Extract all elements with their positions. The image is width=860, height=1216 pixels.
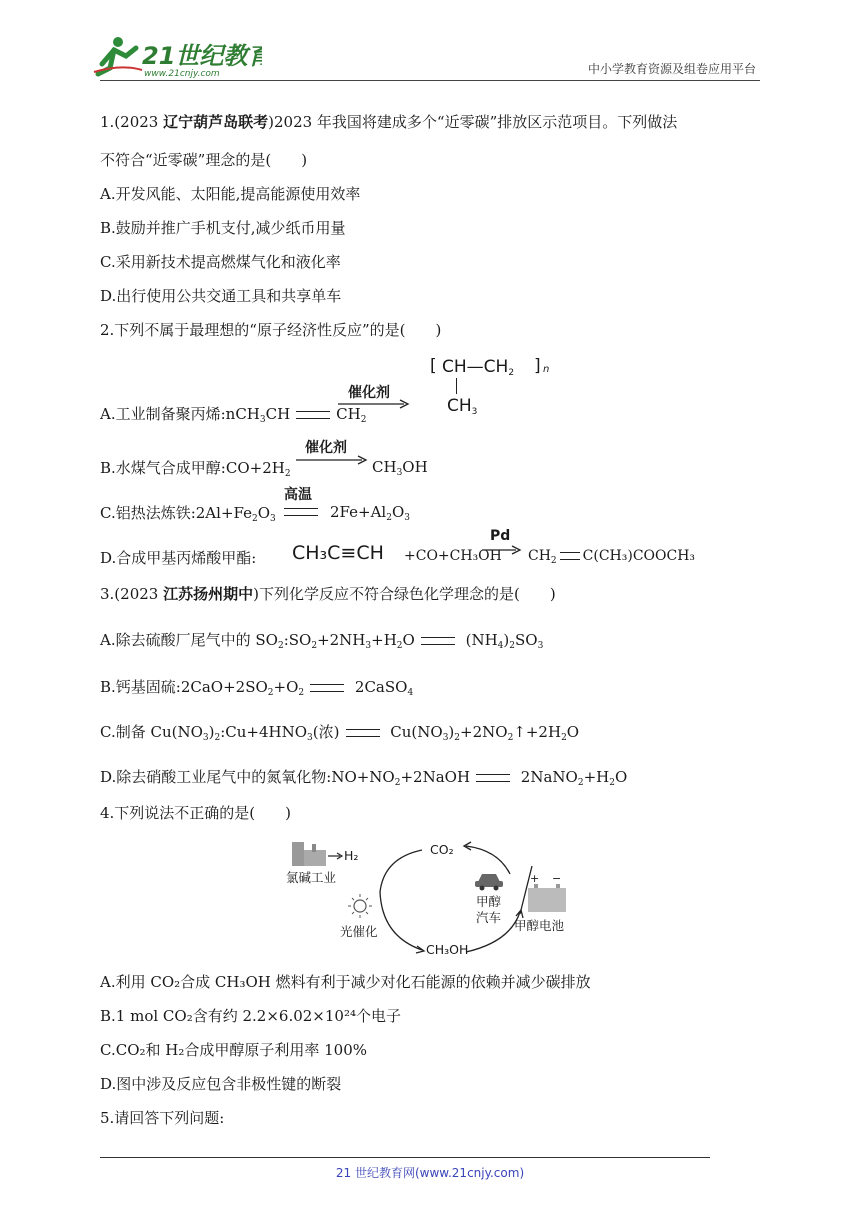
q2d-product: $CH_2$ C(CH₃)COOCH₃ — [528, 548, 696, 566]
site-logo — [92, 34, 262, 80]
q3-option-b: B.钙基固硫$:2CaO+2SO_2+O_2$ 2CaSO$_4$ — [100, 678, 414, 698]
factory-icon — [292, 842, 326, 866]
runner-logo-icon — [92, 34, 262, 80]
q2d-condition: Pd — [490, 528, 511, 544]
header-divider — [100, 80, 760, 81]
q1-option-a: A.开发风能、太阳能,提高能源使用效率 — [100, 185, 361, 203]
q4-option-c: C.CO₂和 H₂合成甲醇原子利用率 100% — [100, 1041, 368, 1059]
photocatalysis-label: 光催化 — [340, 924, 378, 939]
car-icon — [475, 874, 503, 891]
minus-sign: − — [552, 872, 562, 885]
plus-sign: + — [530, 872, 540, 885]
reaction-arrow-icon — [482, 544, 522, 556]
q5-stem: 5.请回答下列问题: — [100, 1109, 225, 1127]
methanol-cell-label: 甲醇电池 — [514, 918, 565, 933]
footer-link[interactable]: 21 世纪教育网(www.21cnjy.com) — [335, 1166, 525, 1180]
q2b-condition: 催化剂 — [305, 440, 347, 456]
footer-divider — [100, 1157, 710, 1158]
q2c-product: $2Fe+Al_2O_3$ — [330, 503, 410, 523]
co2-cycle-diagram — [284, 836, 584, 960]
equals-sign — [284, 508, 318, 516]
q1-stem-line2: 不符合“近零碳”理念的是( ) — [100, 151, 308, 169]
cycle-arrow — [380, 850, 422, 950]
site-name: 中小学教育资源及组卷应用平台 — [587, 62, 756, 76]
q4-option-d: D.图中涉及反应包含非极性键的断裂 — [100, 1075, 342, 1093]
q3-stem: 3.(2023 江苏扬州期中)下列化学反应不符合绿色化学理念的是( ) — [100, 585, 556, 603]
q1-option-c: C.采用新技术提高燃煤气化和液化率 — [100, 253, 341, 271]
q3-option-c: C.制备 $Cu(NO_3)_2:Cu+4HNO_3$(浓) $Cu(NO_3)_2+2NO_2↑+2H_2O$ — [100, 723, 580, 743]
q2a-condition: 催化剂 — [348, 385, 390, 401]
svg-text:21世纪教育: 21世纪教育 — [142, 42, 262, 70]
reaction-arrow-icon — [296, 454, 368, 466]
q1-stem: 1.(2023 辽宁葫芦岛联考)2023 年我国将建成多个“近零碳”排放区示范项目。下列做法 — [100, 113, 678, 131]
q3-option-a: A.除去硫酸厂尾气中的 $SO_2:SO_2+2NH_3+H_2O$ $(NH_4)_2SO_3$ — [100, 631, 544, 651]
q2d-reactants: +CO+CH₃OH — [404, 548, 502, 564]
battery-icon — [528, 884, 566, 912]
methanol-car-label: 甲醇汽车 — [476, 894, 502, 925]
q2-option-d: D.合成甲基丙烯酸甲酯: — [100, 549, 257, 567]
q3-option-d: D.除去硝酸工业尾气中的氮氧化物$:NO+NO_2+2NaOH$ $2NaNO_2+H_2O$ — [100, 768, 628, 788]
q4-option-b: B.1 mol CO₂含有约 2.2×6.02×10²⁴个电子 — [100, 1007, 401, 1025]
q4-option-a: A.利用 CO₂合成 CH₃OH 燃料有利于减少对化石能源的依赖并减少碳排放 — [100, 973, 591, 991]
propyne-formula: CH₃C≡CH — [292, 542, 384, 564]
q2c-condition: 高温 — [284, 487, 312, 503]
q2-option-b: B.水煤气合成甲醇$:CO+2H_2$ — [100, 459, 291, 479]
q2-option-c: C.铝热法炼铁$:2Al+Fe_2O_3$ — [100, 504, 276, 524]
q2-stem: 2.下列不属于最理想的“原子经济性反应”的是( ) — [100, 321, 442, 339]
svg-text:www.21cnjy.com: www.21cnjy.com — [144, 69, 220, 79]
sun-icon — [348, 894, 372, 918]
q2b-product: $CH_3OH$ — [372, 458, 428, 478]
h2-label: H₂ — [344, 848, 359, 863]
methanol-label: CH₃OH — [426, 942, 469, 957]
q1-option-d: D.出行使用公共交通工具和共享单车 — [100, 287, 342, 305]
cycle-arrow — [466, 846, 510, 874]
q4-stem: 4.下列说法不正确的是( ) — [100, 804, 292, 822]
chlor-alkali-label: 氯碱工业 — [286, 870, 337, 885]
reaction-arrow-icon — [338, 398, 410, 410]
co2-label: CO₂ — [430, 842, 454, 857]
q2-option-a: A.工业制备聚丙烯:nCH$_3$CH $CH_2$ — [100, 405, 367, 425]
q1-option-b: B.鼓励并推广手机支付,减少纸币用量 — [100, 219, 346, 237]
